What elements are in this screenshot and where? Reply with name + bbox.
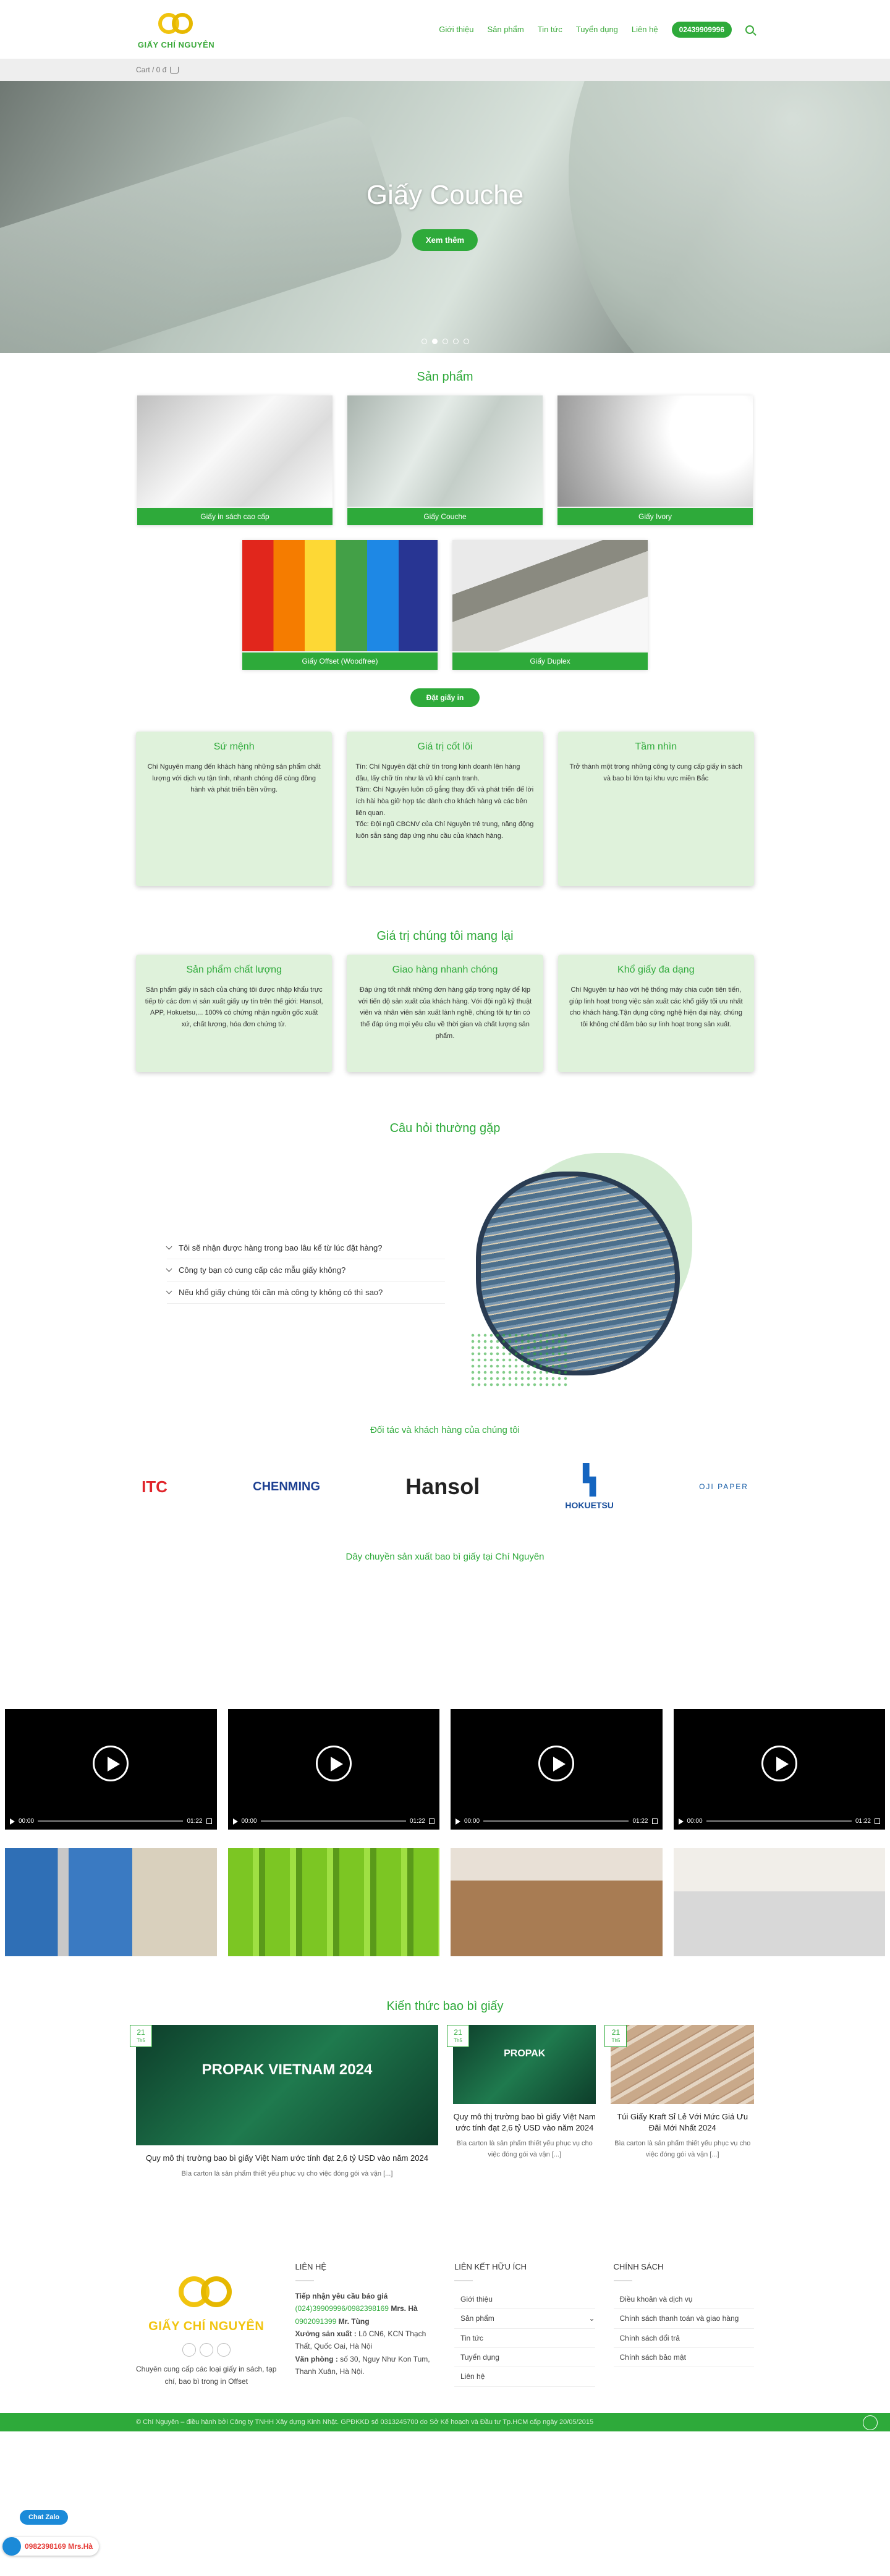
video-duration: 01:22: [855, 1818, 871, 1825]
heading-divider: [454, 2280, 473, 2281]
partner-logo-chenming: CHENMING: [253, 1479, 321, 1493]
date-badge: [604, 2025, 627, 2047]
faq-item[interactable]: [167, 1282, 445, 1304]
card-title: Sản phẩm chất lượng: [186, 965, 282, 975]
slider-dot[interactable]: [422, 339, 427, 344]
slider-dots: [0, 339, 890, 344]
product-card[interactable]: [452, 540, 648, 670]
product-card[interactable]: [242, 540, 438, 670]
footer-link[interactable]: [454, 2367, 595, 2386]
heading-divider: [295, 2280, 314, 2281]
factory-photo[interactable]: [228, 1848, 440, 1956]
vision-card: [558, 732, 754, 886]
news-banner-text: PROPAK VIETNAM 2024: [201, 2061, 373, 2078]
date-month: Th5: [611, 2038, 621, 2043]
footer-heading: CHÍNH SÁCH: [613, 2261, 664, 2271]
phone-link[interactable]: 0902091399: [295, 2316, 337, 2326]
partner-name: HOKUETSU: [565, 1500, 614, 1510]
faq-question: Nếu khổ giấy chúng tôi cần mà công ty không có thì sao?: [179, 1288, 383, 1297]
video-time: 00:00: [19, 1818, 35, 1825]
faq-section: [136, 1147, 754, 1394]
contact-person: Mrs. Hà: [391, 2304, 418, 2313]
address-label: Xưởng sản xuất :: [295, 2329, 357, 2339]
video-time: 00:00: [241, 1818, 257, 1825]
nav-lien-he[interactable]: Liên hệ: [631, 25, 658, 34]
cart-icon[interactable]: [170, 67, 179, 74]
video-player[interactable]: [451, 1709, 663, 1830]
heading-divider: [614, 2280, 632, 2281]
policy-link[interactable]: [614, 2329, 755, 2348]
value-cards: [136, 955, 754, 1072]
news-excerpt: Bìa carton là sản phẩm thiết yếu phục vụ cho việc đóng gói và vận [...]: [456, 2140, 593, 2158]
hero-cta-button[interactable]: Xem thêm: [412, 229, 478, 251]
news-title[interactable]: Túi Giấy Kraft Sỉ Lẻ Với Mức Giá Ưu Đãi Mới Nhất 2024: [617, 2112, 748, 2133]
call-button[interactable]: [2, 2537, 99, 2556]
factory-photo[interactable]: [674, 1848, 886, 1956]
fullscreen-icon[interactable]: [429, 1818, 434, 1824]
chevron-down-icon: [166, 1288, 172, 1294]
partner-logo-oji: OJI PAPER: [699, 1482, 748, 1491]
policy-link[interactable]: [614, 2309, 755, 2328]
play-small-icon[interactable]: [10, 1818, 15, 1825]
product-image: [242, 540, 438, 651]
chevron-down-icon[interactable]: ⌄: [588, 2314, 595, 2323]
news-item[interactable]: [136, 2025, 438, 2180]
news-item[interactable]: [453, 2025, 596, 2180]
card-title: Tầm nhìn: [635, 741, 677, 752]
slider-dot[interactable]: [453, 339, 459, 344]
play-small-icon[interactable]: [679, 1818, 684, 1825]
card-text: Sản phẩm giấy in sách của chúng tôi được nhập khẩu trực tiếp từ các đơn vị sản xuất giấy uy tín trên thế giới: Hansol, APP, Hokuetsu,... 100% có chứng nhận nguồn gốc xuất xứ, chất lượng, hóa đơn chứng từ.: [145, 986, 323, 1029]
logo[interactable]: [136, 9, 216, 49]
hero-image-shape: [0, 111, 408, 353]
phone-link[interactable]: (024)39909996/0982398169: [295, 2304, 389, 2313]
header: [0, 0, 890, 59]
card-title: Giao hàng nhanh chóng: [392, 965, 498, 975]
card-text: Đáp ứng tốt nhất những đơn hàng gấp trong ngày để kịp với tiến độ sản xuất của khách hàng. Với đội ngũ kỹ thuật viên và nhân viên sản xuất lành nghề, chúng tôi tự tin có thể đáp ứng mọi yêu cầu về thời gian và chất lượng sản phẩm.: [358, 986, 532, 1040]
footer-link[interactable]: [454, 2309, 595, 2328]
footer-heading: LIÊN KẾT HỮU ÍCH: [454, 2261, 527, 2271]
facebook-icon[interactable]: [182, 2343, 196, 2357]
partners-title: Đối tác và khách hàng của chúng tôi: [370, 1425, 520, 1435]
product-image: [452, 540, 648, 651]
product-label: Giấy in sách cao cấp: [137, 508, 333, 525]
news-image[interactable]: [453, 2025, 596, 2104]
value-card: [347, 955, 543, 1072]
faq-image: [470, 1153, 705, 1388]
news-item[interactable]: [611, 2025, 754, 2180]
video-player[interactable]: [674, 1709, 886, 1830]
footer-link[interactable]: [454, 2329, 595, 2348]
news-image[interactable]: [136, 2025, 438, 2145]
footer-slogan: Chuyên cung cấp các loại giấy in sách, tạp chí, bao bì trong in Offset: [136, 2364, 277, 2386]
video-duration: 01:22: [409, 1818, 425, 1825]
factory-photos: [0, 1848, 890, 1956]
news-banner-text: PROPAK: [504, 2048, 546, 2059]
production-title: Dây chuyền sản xuất bao bì giấy tại Chí Nguyên: [345, 1552, 545, 1562]
contact-phone1: [295, 2302, 436, 2315]
news-excerpt: Bìa carton là sản phẩm thiết yếu phục vụ cho việc đóng gói và vận [...]: [614, 2140, 751, 2158]
product-label: Giấy Couche: [347, 508, 543, 525]
core-values-card: [347, 732, 543, 886]
logo-text: GIẤY CHÍ NGUYÊN: [148, 2319, 265, 2333]
card-text: Chí Nguyên mang đến khách hàng những sản phẩm chất lượng với dịch vụ tận tình, nhanh chóng để cùng đồng hành và phát triển bền vững.: [147, 763, 321, 794]
partner-logo-itc: ITC: [142, 1477, 167, 1496]
main-nav: [439, 22, 754, 38]
faq-question: Tôi sẽ nhận được hàng trong bao lâu kể từ lúc đặt hàng?: [179, 1243, 383, 1252]
factory-address: [295, 2328, 436, 2353]
cart-bar: [0, 59, 890, 81]
link-text: Tuyển dụng: [460, 2353, 499, 2362]
value-card: [136, 955, 332, 1072]
link-text: Sản phẩm: [460, 2314, 494, 2323]
news-title[interactable]: Quy mô thị trường bao bì giấy Việt Nam ước tính đạt 2,6 tỷ USD vào năm 2024: [146, 2153, 428, 2163]
news-list: [136, 2025, 754, 2180]
product-grid: [136, 395, 754, 670]
email-icon[interactable]: [217, 2343, 231, 2357]
contact-phone2: [295, 2315, 436, 2328]
faq-item[interactable]: [167, 1259, 445, 1282]
slider-dot-active[interactable]: [432, 339, 438, 344]
hero-slider: [0, 81, 890, 353]
knowledge-title: Kiến thức bao bì giấy: [386, 2000, 504, 2013]
card-title: Giá trị cốt lõi: [417, 741, 473, 752]
footer-link[interactable]: [454, 2290, 595, 2309]
logo-mark-icon: [155, 9, 198, 40]
play-icon[interactable]: [761, 1746, 797, 1781]
logo-mark-icon: [172, 2273, 240, 2316]
call-number: 0982398169 Mrs.Hà: [25, 2542, 93, 2551]
footer-heading: LIÊN HỆ: [295, 2261, 327, 2271]
product-label: Giấy Ivory: [557, 508, 753, 525]
card-title: Sứ mệnh: [213, 741, 255, 752]
link-text: Chính sách đổi trả: [619, 2333, 680, 2342]
footer-policies: [614, 2260, 755, 2388]
phone-icon: [2, 2537, 21, 2556]
slider-dot[interactable]: [443, 339, 448, 344]
date-day: 21: [137, 2028, 145, 2037]
dot-pattern: [470, 1332, 569, 1388]
video-row: [0, 1709, 890, 1830]
policy-list: [614, 2290, 755, 2368]
link-text: Chính sách bảo mật: [619, 2353, 686, 2362]
video-time: 00:00: [687, 1818, 703, 1825]
link-text: Chính sách thanh toán và giao hàng: [619, 2314, 739, 2323]
contact-person: Mr. Tùng: [338, 2316, 370, 2326]
chevron-down-icon: [166, 1266, 172, 1272]
footer-link-list: [454, 2290, 595, 2387]
date-month: Th5: [454, 2038, 462, 2043]
video-controls: [233, 1818, 435, 1825]
faq-item[interactable]: [167, 1237, 445, 1259]
factory-photo[interactable]: [451, 1848, 663, 1956]
address-label: Văn phòng :: [295, 2354, 338, 2363]
product-label: Giấy Offset (Woodfree): [242, 652, 438, 670]
video-controls: [679, 1818, 881, 1825]
mission-card: [136, 732, 332, 886]
nav-tuyen-dung[interactable]: Tuyển dụng: [575, 25, 618, 34]
card-text: Tâm: Chí Nguyên luôn cố gắng thay đổi và phát triển để lời ích hài hòa giữ hợp tác dành cho khách hàng và các bên liên quan.: [355, 786, 534, 817]
contact-subtitle: Tiếp nhận yêu cầu báo giá: [295, 2291, 388, 2300]
product-image: [137, 395, 333, 507]
date-day: 21: [454, 2028, 462, 2037]
news-excerpt: Bìa carton là sản phẩm thiết yếu phục vụ cho việc đóng gói và vận [...]: [181, 2170, 393, 2178]
link-text: Giới thiệu: [460, 2294, 493, 2304]
values-title: Giá trị chúng tôi mang lại: [376, 929, 514, 943]
play-icon[interactable]: [93, 1746, 129, 1781]
search-icon[interactable]: [745, 25, 754, 34]
address-text: Lô CN6, KCN Thạch Thất, Quốc Oai, Hà Nội: [295, 2329, 426, 2351]
video-progress[interactable]: [261, 1820, 406, 1822]
product-image: [557, 395, 753, 507]
copyright-bar: [0, 2413, 890, 2431]
link-text: Tin tức: [460, 2333, 483, 2342]
product-image: [347, 395, 543, 507]
faq-title: Câu hỏi thường gặp: [389, 1121, 501, 1135]
news-title[interactable]: Quy mô thị trường bao bì giấy Việt Nam ước tính đạt 2,6 tỷ USD vào năm 2024: [453, 2112, 596, 2133]
products-title: Sản phẩm: [417, 370, 473, 384]
footer-logo[interactable]: [136, 2273, 277, 2337]
date-badge: [130, 2025, 152, 2047]
phone-button[interactable]: 02439909996: [672, 22, 732, 38]
footer-links: [454, 2260, 595, 2388]
card-text: Tốc: Đội ngũ CBCNV của Chí Nguyên trẻ trung, năng động luôn sẵn sàng đáp ứng nhu cầu của khách hàng.: [355, 821, 534, 840]
hero-title: Giấy Couche: [366, 180, 524, 210]
faq-list: [136, 1237, 445, 1304]
copyright-text: © Chí Nguyên – điều hành bởi Công ty TNHH Xây dựng Kinh Nhật. GPĐKKD số 0313245700 do Sở Kế hoạch và Đầu tư Tp.HCM cấp ngày 20/05/2015: [136, 2418, 594, 2426]
play-icon[interactable]: [316, 1746, 352, 1781]
footer-link[interactable]: [454, 2348, 595, 2367]
footer-brand: [136, 2260, 277, 2388]
factory-photo[interactable]: [5, 1848, 217, 1956]
video-duration: 01:22: [632, 1818, 648, 1825]
hokuetsu-mark-icon: [578, 1463, 601, 1497]
video-progress[interactable]: [38, 1820, 183, 1822]
video-duration: 01:22: [187, 1818, 203, 1825]
fullscreen-icon[interactable]: [206, 1818, 212, 1824]
policy-link[interactable]: [614, 2348, 755, 2367]
video-controls: [10, 1818, 212, 1825]
nav-tin-tuc[interactable]: Tin tức: [537, 25, 562, 34]
office-address: [295, 2353, 436, 2378]
product-card[interactable]: [347, 395, 543, 525]
date-badge: [447, 2025, 469, 2047]
video-player[interactable]: [228, 1709, 440, 1830]
nav-gioi-thieu[interactable]: Giới thiệu: [439, 25, 474, 34]
mission-cards: [136, 732, 754, 886]
policy-link[interactable]: [614, 2290, 755, 2309]
link-text: Điều khoản và dịch vụ: [619, 2294, 693, 2304]
back-to-top-icon[interactable]: [863, 2415, 878, 2430]
footer: [136, 2260, 754, 2413]
social-icons: [136, 2343, 277, 2357]
play-small-icon[interactable]: [456, 1818, 460, 1825]
order-paper-button[interactable]: Đặt giấy in: [410, 688, 480, 707]
card-text: Tín: Chí Nguyên đặt chữ tín trong kinh doanh lên hàng đầu, lấy chữ tín như là vũ khí cạnh tranh.: [355, 763, 520, 782]
faq-question: Công ty bạn có cung cấp các mẫu giấy không?: [179, 1265, 346, 1275]
fullscreen-icon[interactable]: [652, 1818, 658, 1824]
product-card[interactable]: [557, 395, 753, 525]
link-text: Liên hệ: [460, 2372, 485, 2381]
partner-logos: [99, 1453, 791, 1521]
video-controls: [456, 1818, 658, 1825]
partner-logo-hokuetsu: [565, 1463, 614, 1510]
value-card: [558, 955, 754, 1072]
video-progress[interactable]: [706, 1820, 852, 1822]
partner-logo-hansol: Hansol: [405, 1474, 480, 1499]
footer-contact: [295, 2260, 436, 2388]
play-icon[interactable]: [538, 1746, 574, 1781]
video-progress[interactable]: [483, 1820, 629, 1822]
chevron-down-icon: [166, 1244, 172, 1250]
video-player[interactable]: [5, 1709, 217, 1830]
address-text: số 30, Nguy Như Kon Tum, Thanh Xuân, Hà Nội.: [295, 2354, 430, 2376]
fullscreen-icon[interactable]: [875, 1818, 880, 1824]
video-time: 00:00: [464, 1818, 480, 1825]
news-image[interactable]: [611, 2025, 754, 2104]
date-day: 21: [611, 2028, 621, 2037]
instagram-icon[interactable]: [200, 2343, 213, 2357]
slider-dot[interactable]: [464, 339, 469, 344]
nav-san-pham[interactable]: Sản phẩm: [487, 25, 524, 34]
product-label: Giấy Duplex: [452, 652, 648, 670]
product-card[interactable]: [137, 395, 333, 525]
logo-text: GIẤY CHÍ NGUYÊN: [137, 40, 215, 49]
date-month: Th5: [137, 2038, 145, 2043]
card-text: Trở thành một trong những công ty cung cấp giấy in sách và bao bì lớn tại khu vực miền Bắc: [569, 763, 743, 782]
cart-link[interactable]: Cart / 0 đ: [136, 65, 167, 74]
card-text: Chí Nguyên tự hào với hệ thống máy chia cuộn tiên tiến, giúp linh hoạt trong việc sản xuất các khổ giấy tối ưu nhất cho khách hàng.Tận dụng công nghệ hiện đại này, chúng tôi không chỉ đảm bảo sự linh hoạt trong sản xuất.: [569, 986, 743, 1029]
play-small-icon[interactable]: [233, 1818, 238, 1825]
hero-image: [569, 81, 890, 353]
card-title: Khổ giấy đa dạng: [617, 965, 695, 975]
chat-zalo-button[interactable]: Chat Zalo: [20, 2510, 68, 2525]
